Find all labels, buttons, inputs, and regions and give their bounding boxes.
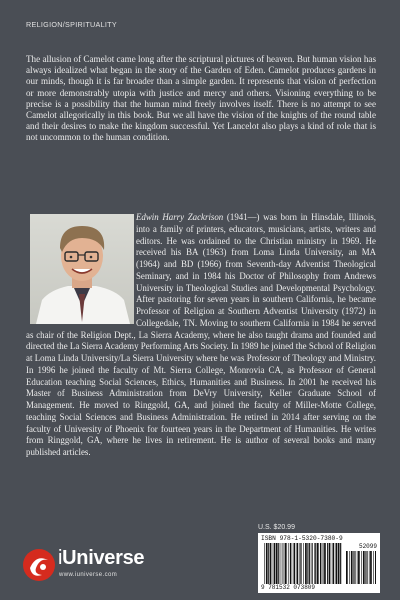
barcode-bar xyxy=(363,551,365,584)
author-bio xyxy=(26,212,376,459)
ean-bars xyxy=(264,543,342,584)
barcode-bar xyxy=(297,543,299,584)
price-label: U.S. $20.99 xyxy=(258,524,295,531)
barcode-bar xyxy=(369,551,370,584)
barcode-bar xyxy=(284,543,285,584)
barcode-bar xyxy=(315,543,316,584)
barcode-bar xyxy=(320,543,321,584)
publisher-url: www.iuniverse.com xyxy=(59,572,118,578)
barcode-bar xyxy=(266,543,268,584)
barcode-bar xyxy=(276,543,278,584)
barcode-bar xyxy=(373,551,374,584)
barcode-bar xyxy=(358,551,360,584)
barcode-bar xyxy=(317,543,319,584)
barcode-bar xyxy=(327,543,328,584)
barcode-bar xyxy=(268,543,269,584)
barcode-bar xyxy=(294,543,296,584)
barcode-bar xyxy=(301,543,302,584)
addon-bars xyxy=(346,551,376,584)
barcode-bar xyxy=(351,551,353,584)
barcode-bar xyxy=(288,543,289,584)
barcode-bar xyxy=(307,543,308,584)
barcode-bar xyxy=(290,543,291,584)
barcode-bar xyxy=(336,543,338,584)
barcode-bar xyxy=(340,543,341,584)
iuniverse-swirl-icon xyxy=(22,548,56,582)
author-bio-text: (1941—) was born in Hinsdale, Illinois, into a family of printers, educators, musicians, artists, writers and editors. He was ordained to the Christian ministry in 1969. He received his BA (1963) from Loma Linda University, an MA (1964) and BD (1966) from Seventh-day Adventist Theological Seminary, and in 1984 his Doctor of Philosophy from Andrews University in Theological Studies and Developmental Psychology. After pastoring for seven years in southern California, he became Professor of Religion at Southern Adventist University (1972) in Collegedale, TN. Moving to southern California in 1984 he served as chair of the Religion Dept., La Sierra Academy, where he also taught drama and founded and directed the La Sierra Academy Performing Arts Society. In 1989 he joined the School of Religion at Loma Linda University/La Sierra University where he was Professor of Theology and Ministry. In 1996 he joined the faculty of Mt. Sierra College, Monrovia CA, as Professor of General Education teaching Social Sciences, Ethics, Humanities and Business. In 2001 he received his Master of Business Administration from DeVry University, Keller Graduate School of Management. He moved to Ringgold, GA, and joined the faculty of Miller-Motte College, teaching Social Sciences and Business Administration. He retired in 2014 after serving on the faculty of University of Phoenix for fourteen years in the Department of Humanities. He writes from Ringgold, GA, where he lives in retirement. He is author of several books and many published articles. xyxy=(26,212,376,457)
barcode-bar xyxy=(281,543,282,584)
barcode-bar xyxy=(285,543,287,584)
barcode-bar xyxy=(357,551,358,584)
barcode-bar xyxy=(361,551,362,584)
barcode-bar xyxy=(375,551,376,584)
barcode-bar xyxy=(338,543,340,584)
barcode-bar xyxy=(365,551,366,584)
barcode-bar xyxy=(354,551,355,584)
barcode-bar xyxy=(305,543,307,584)
barcode-bar xyxy=(333,543,335,584)
publisher-logo xyxy=(22,548,162,584)
publisher-name-rest: Universe xyxy=(62,547,145,569)
barcode-bar xyxy=(314,543,315,584)
barcode-bar xyxy=(353,551,354,584)
barcode-bar xyxy=(324,543,326,584)
barcode-bar xyxy=(366,551,367,584)
barcode-bar xyxy=(264,543,265,584)
publisher-name-prefix: i xyxy=(58,547,63,569)
barcode-bar xyxy=(278,543,279,584)
barcode-bar xyxy=(272,543,273,584)
barcode-bar xyxy=(346,551,348,584)
barcode-bar xyxy=(309,543,310,584)
price-code: 52099 xyxy=(358,543,377,550)
publisher-name xyxy=(58,547,144,570)
barcode-bar xyxy=(370,551,372,584)
author-name: Edwin Harry Zackrison xyxy=(136,212,224,222)
isbn-barcode xyxy=(258,533,380,593)
barcode-bar xyxy=(274,543,276,584)
back-cover-blurb: The allusion of Camelot came long after the scriptural pictures of heaven. But human vision has always idealized what began in the story of the Garden of Eden. Camelot produces gardens in our minds, though it is far broader than a simple garden. It represents that vision of perfection or more demonstrably utopia with justice and mercy and others. Visioning everything to be precise is a possibility that the human mind freely involves itself. There is no attempt to see Camelot allegorically in this book. But we all have the vision of the knights of the round table and their desires to make the kingdom successful. Yet Lancelot also plays a kind of role that is not uncommon to the human condition. xyxy=(26,54,376,143)
barcode-bar xyxy=(323,543,324,584)
barcode-bar xyxy=(349,551,350,584)
category-label: RELIGION/SPIRITUALITY xyxy=(26,20,117,29)
barcode-bar xyxy=(300,543,301,584)
barcode-bar xyxy=(329,543,330,584)
barcode-bar xyxy=(292,543,293,584)
barcode-bar xyxy=(283,543,284,584)
barcode-bar xyxy=(322,543,323,584)
barcode-bar xyxy=(303,543,304,584)
barcode-bar xyxy=(312,543,313,584)
barcode-bar xyxy=(331,543,332,584)
isbn-text: ISBN 978-1-5320-7380-9 xyxy=(261,535,343,542)
barcode-bar xyxy=(270,543,271,584)
ean-digits: 9 781532 073809 xyxy=(261,584,316,591)
